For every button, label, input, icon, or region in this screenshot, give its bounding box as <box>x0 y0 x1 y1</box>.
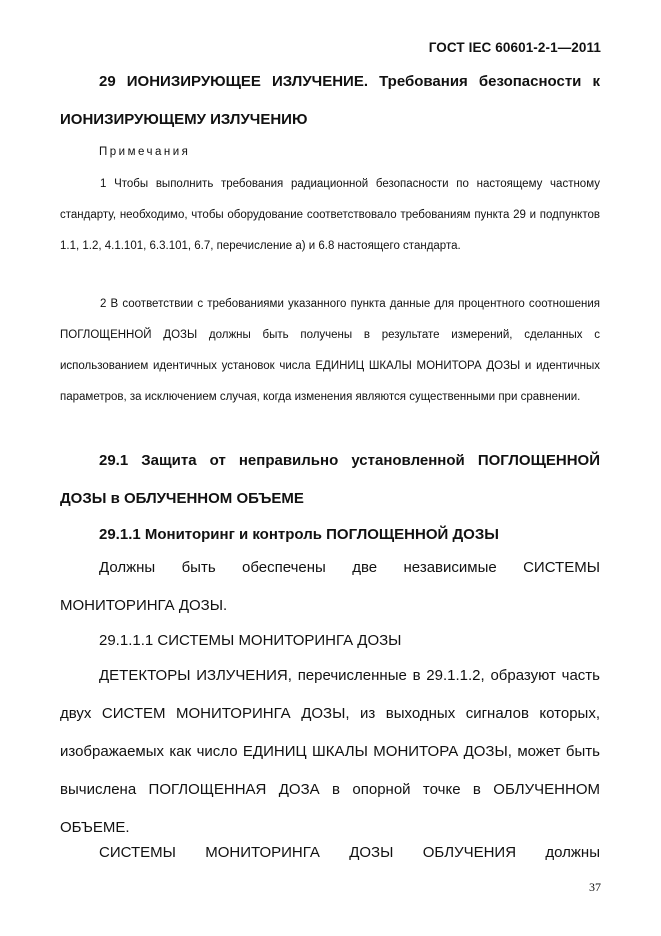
section-29-1-heading: 29.1 Защита от неправильно установленной ПОГЛОЩЕННОЙ ДОЗЫ в ОБЛУЧЕННОМ ОБЪЕМЕ <box>60 452 600 507</box>
section-29-1-1-1-heading: 29.1.1.1 СИСТЕМЫ МОНИТОРИНГА ДОЗЫ <box>99 632 402 649</box>
section-29-1-1-heading: 29.1.1 Мониторинг и контроль ПОГЛОЩЕННОЙ ДОЗЫ <box>99 526 499 543</box>
note-2: 2 В соответствии с требованиями указанного пункта данные для процентного соотношения ПОГЛОЩЕННОЙ ДОЗЫ должны быть получены в результате измерений, сделанных с использованием идентичных установок числа ЕДИНИЦ ШКАЛЫ МОНИТОРА ДОЗЫ и идентичных параметров, за исключением случая, когда изменения являются существенными при сравнении. <box>60 298 600 403</box>
document-code-header: ГОСТ IEC 60601-2-1—2011 <box>428 40 601 55</box>
notes-label: Примечания <box>99 146 191 158</box>
note-1: 1 Чтобы выполнить требования радиационной безопасности по настоящему частному стандарту, необходимо, чтобы оборудование соответствовало требованиям пункта 29 и подпунктов 1.1, 1.2, 4.1.101, 6.3.101, 6.7, перечисление а) и 6.8 настоящего стандарта. <box>60 178 600 252</box>
page-number: 37 <box>589 880 601 894</box>
section-29-1-1-1-text: ДЕТЕКТОРЫ ИЗЛУЧЕНИЯ, перечисленные в 29.1.1.2, образуют часть двух СИСТЕМ МОНИТОРИНГА ДОЗЫ, из выходных сигналов которых, изображаемых как число ЕДИНИЦ ШКАЛЫ МОНИТОРА ДОЗЫ, может быть вычислена ПОГЛОЩЕННАЯ ДОЗА в опорной точке в ОБЛУЧЕННОМ ОБЪЕМЕ. <box>60 667 600 836</box>
section-29-1-1-1-text-continued: СИСТЕМЫ МОНИТОРИНГА ДОЗЫ ОБЛУЧЕНИЯ должны <box>99 844 600 861</box>
section-29-1-1-text: Должны быть обеспечены две независимые СИСТЕМЫ МОНИТОРИНГА ДОЗЫ. <box>60 559 600 614</box>
section-29-heading: 29 ИОНИЗИРУЮЩЕЕ ИЗЛУЧЕНИЕ. Требования безопасности к ИОНИЗИРУЮЩЕМУ ИЗЛУЧЕНИЮ <box>60 73 600 128</box>
